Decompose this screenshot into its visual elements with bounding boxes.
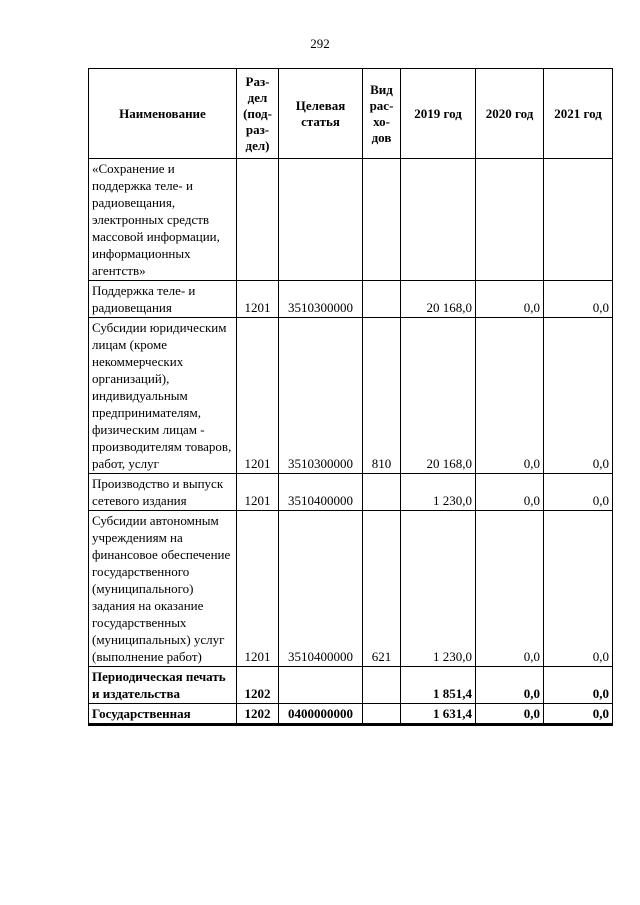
row-2021: 0,0: [544, 667, 613, 704]
row-name: Субсидии юридическим лицам (кроме некоммерческих организаций), индивидуальным предпринимателям, физическим лицам - производителям товаров, работ, услуг: [89, 318, 237, 474]
table-body: [89, 159, 613, 725]
row-section: 1202: [237, 704, 279, 725]
column-header-expense: Вид рас- хо- дов: [363, 69, 401, 159]
row-2019: [401, 159, 476, 281]
row-section: [237, 159, 279, 281]
row-name: Субсидии автономным учреждениям на финансовое обеспечение государственного (муниципального) задания на оказание государственных (муниципальных) услуг (выполнение работ): [89, 511, 237, 667]
row-2019: 20 168,0: [401, 281, 476, 318]
column-header-name: Наименование: [89, 69, 237, 159]
row-target: [279, 667, 363, 704]
row-target: 3510300000: [279, 281, 363, 318]
row-2021: 0,0: [544, 511, 613, 667]
row-2021: 0,0: [544, 318, 613, 474]
table-row: [89, 281, 613, 318]
row-2021: 0,0: [544, 704, 613, 725]
row-2020: 0,0: [476, 704, 544, 725]
column-header-2019: 2019 год: [401, 69, 476, 159]
row-2019: 1 230,0: [401, 474, 476, 511]
row-target: 3510300000: [279, 318, 363, 474]
table-row: [89, 318, 613, 474]
row-2019: 1 230,0: [401, 511, 476, 667]
row-section: 1201: [237, 474, 279, 511]
row-2019: 1 851,4: [401, 667, 476, 704]
row-2020: 0,0: [476, 474, 544, 511]
table-row: [89, 704, 613, 725]
row-expense: [363, 474, 401, 511]
row-2021: 0,0: [544, 281, 613, 318]
row-target: 3510400000: [279, 474, 363, 511]
row-name: «Сохранение и поддержка теле- и радиовещания, электронных средств массовой информации, информационных агентств»: [89, 159, 237, 281]
row-section: 1202: [237, 667, 279, 704]
row-section: 1201: [237, 318, 279, 474]
row-2020: 0,0: [476, 511, 544, 667]
row-2020: 0,0: [476, 281, 544, 318]
row-target: 0400000000: [279, 704, 363, 725]
row-2021: 0,0: [544, 474, 613, 511]
table-row: [89, 159, 613, 281]
row-target: [279, 159, 363, 281]
row-2021: [544, 159, 613, 281]
page-number: 292: [310, 36, 330, 51]
row-expense: [363, 159, 401, 281]
table-row: [89, 474, 613, 511]
row-name: Поддержка теле- и радиовещания: [89, 281, 237, 318]
row-2020: 0,0: [476, 667, 544, 704]
column-header-section: Раз- дел (под- раз- дел): [237, 69, 279, 159]
row-name: Государственная: [89, 704, 237, 725]
row-name: Периодическая печать и издательства: [89, 667, 237, 704]
row-expense: [363, 667, 401, 704]
table-row: [89, 511, 613, 667]
row-section: 1201: [237, 511, 279, 667]
column-header-2021: 2021 год: [544, 69, 613, 159]
row-expense: [363, 704, 401, 725]
row-2019: 1 631,4: [401, 704, 476, 725]
column-header-target: Целевая статья: [279, 69, 363, 159]
row-expense: 810: [363, 318, 401, 474]
row-name: Производство и выпуск сетевого издания: [89, 474, 237, 511]
row-expense: [363, 281, 401, 318]
row-2019: 20 168,0: [401, 318, 476, 474]
budget-table: [88, 68, 613, 726]
table-row: [89, 667, 613, 704]
row-expense: 621: [363, 511, 401, 667]
table-header-row: [89, 69, 613, 159]
row-section: 1201: [237, 281, 279, 318]
column-header-2020: 2020 год: [476, 69, 544, 159]
row-2020: [476, 159, 544, 281]
row-2020: 0,0: [476, 318, 544, 474]
row-target: 3510400000: [279, 511, 363, 667]
